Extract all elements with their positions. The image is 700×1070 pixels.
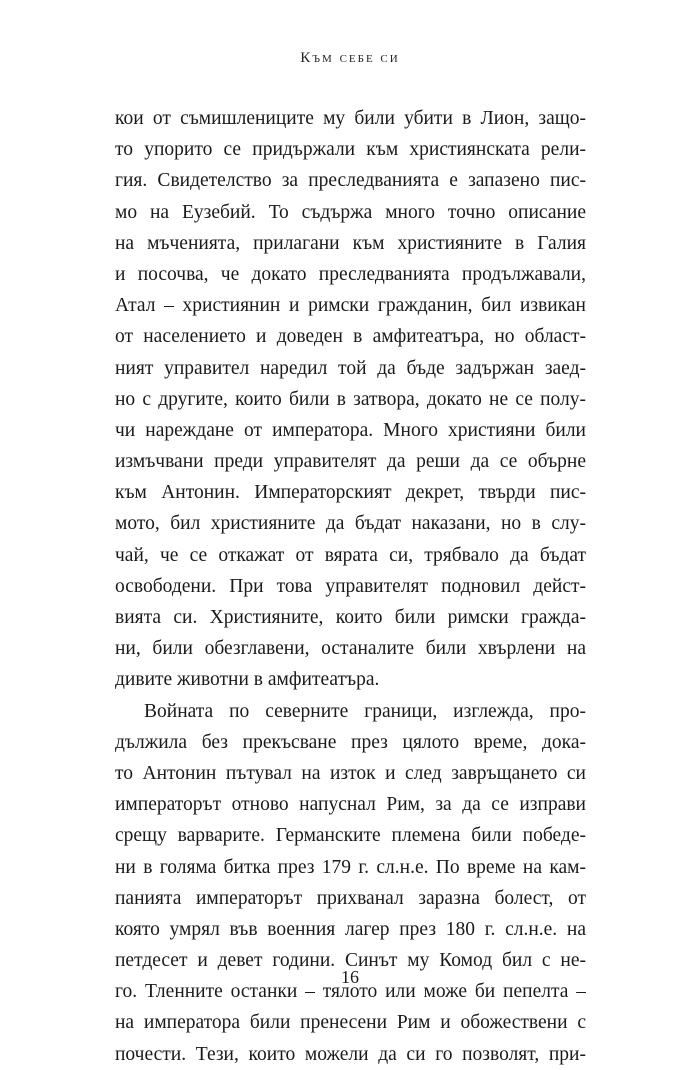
text-line: която умрял във военния лагер през 180 г. сл.н.е. на [115,918,586,940]
text-line: императорът отново напуснал Рим, за да се изправи [115,794,586,816]
text-line: мото, бил християните да бъдат наказани, но в слу- [115,513,586,535]
text-line: ни, били обезглавени, останалите били хвърлени на [115,638,586,660]
paragraph-2 [115,696,586,1070]
text-line: Войната по северните граници, изглежда, про- [144,700,586,722]
text-line: гия. Свидетелство за преследванията е запазено пис- [115,170,586,192]
text-line: вията си. Християните, които били римски гражда- [115,607,586,628]
text-line: срещу варварите. Германските племена били победе- [115,825,586,847]
text-line: от населението и доведен в амфитеатъра, но област- [115,326,586,348]
text-line: почести. Тези, които можели да си го позволят, при- [115,1043,586,1065]
text-line: чи нареждане от императора. Много християни били [115,419,586,441]
text-line: на императора били пренесени Рим и обожествени с [115,1012,586,1034]
body-text [115,103,586,1070]
text-line: ният управител наредил той да бъде задържан заед- [115,357,586,379]
page-number: 16 [341,967,359,987]
text-line: панията императорът прихванал заразна болест, от [115,887,586,909]
text-line: Атал – християнин и римски гражданин, бил извикан [115,295,586,317]
text-line: и посочва, че докато преследванията продължавали, [115,263,586,285]
running-head: Към себе си [300,50,400,66]
text-line: то упорито се придържали към християнската рели- [115,139,586,161]
text-line: чай, че се откажат от вярата си, трябвало да бъдат [115,544,586,566]
text-line: измъчвани преди управителят да реши да се обърне [115,451,586,473]
text-line: към Антонин. Императорският декрет, твърди пис- [115,482,586,504]
text-line: ни в голяма битка през 179 г. сл.н.е. По време на кам- [115,856,586,878]
text-line: освободени. При това управителят подновил дейст- [115,575,586,597]
text-line: но с другите, които били в затвора, докато не се полу- [115,388,586,410]
text-line: дивите животни в амфитеатъра. [115,669,380,691]
text-line: петдесет и девет години. Синът му Комод бил с не- [115,950,586,972]
paragraph-1 [115,103,586,696]
text-line: мо на Еузебий. То съдържа много точно описание [115,201,586,223]
text-line: го. Тленните останки – тялото или може би пепелта – [115,981,586,1003]
text-line: кои от съмишлениците му били убити в Лион, защо- [115,108,586,129]
text-line: на мъченията, прилагани към християните в Галия [115,232,586,254]
text-line: дължила без прекъсване през цялото време, дока- [115,731,586,753]
text-line: то Антонин пътувал на изток и след завръщането си [115,762,586,784]
